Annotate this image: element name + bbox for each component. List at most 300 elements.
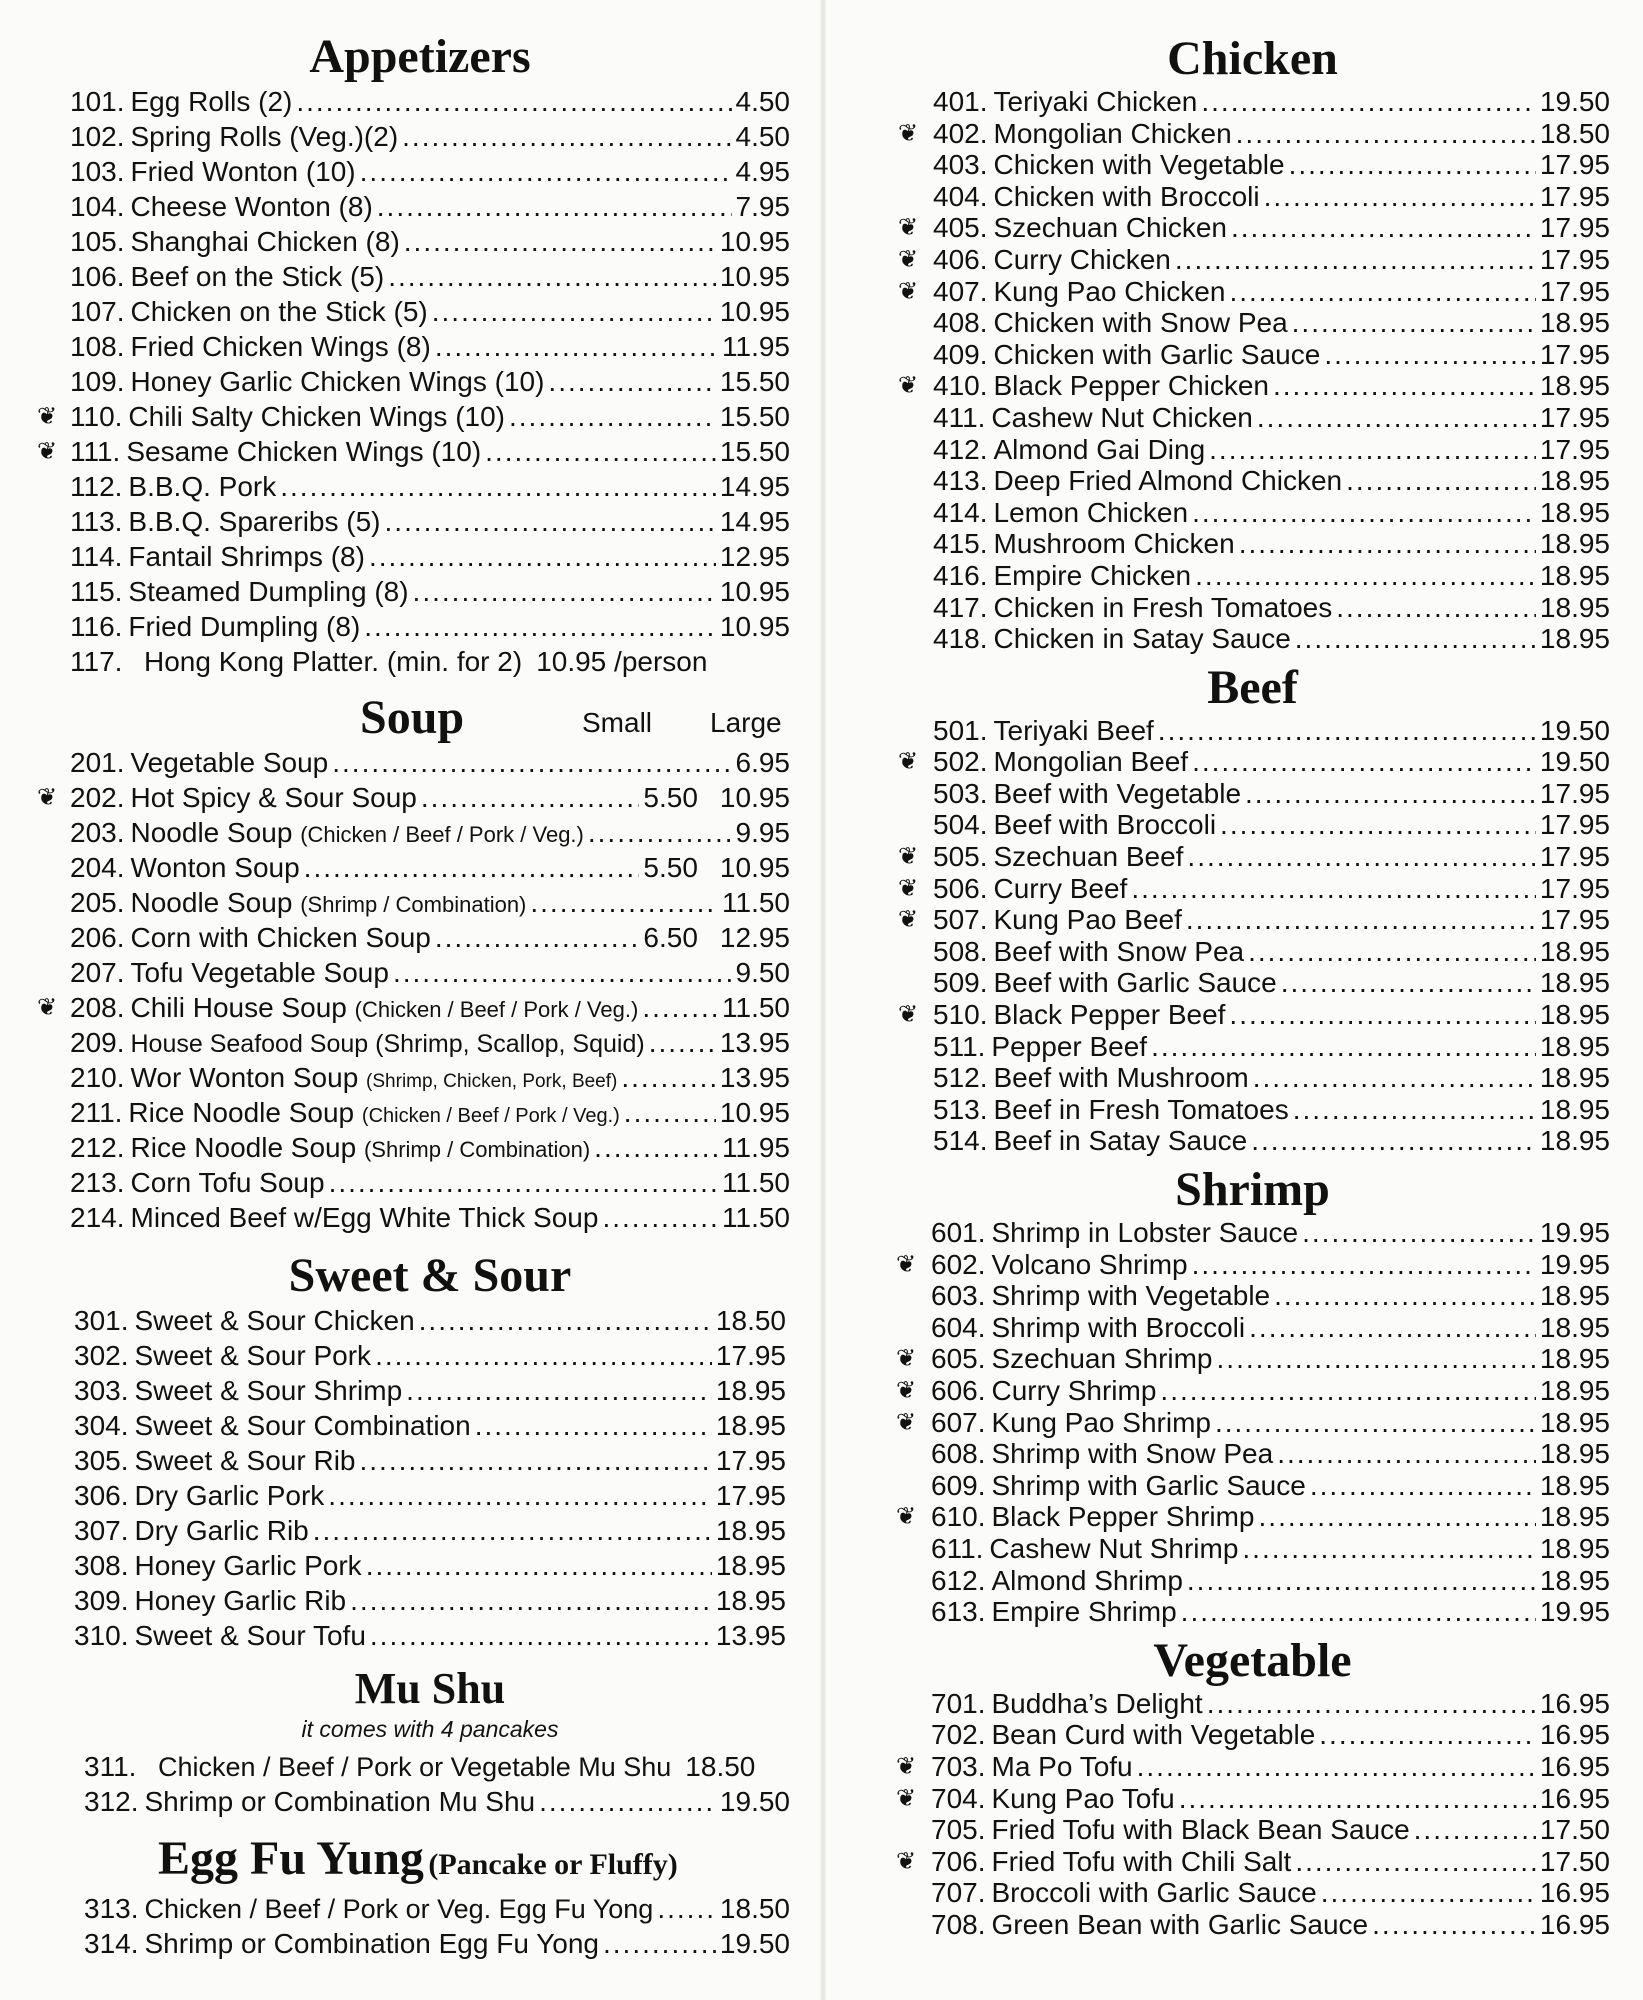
item-name: Sweet & Sour Pork	[134, 1340, 372, 1371]
item-price: 10.95	[719, 261, 790, 292]
item-price: 16.95	[1539, 1908, 1610, 1940]
section-egg-fu-yung	[70, 1831, 790, 1961]
column-header-small: Small	[582, 707, 653, 738]
menu-item	[895, 1845, 1610, 1878]
dot-leader	[375, 1338, 712, 1373]
item-price: 18.95	[1539, 528, 1610, 560]
item-number: 213.	[70, 1167, 125, 1198]
dot-leader	[548, 364, 716, 399]
item-number: 602.	[931, 1248, 986, 1280]
item-name: Mushroom Chicken	[993, 528, 1235, 560]
menu-item	[897, 841, 1610, 873]
item-price: 18.95	[715, 1410, 786, 1441]
section-title: Chicken	[1167, 32, 1338, 85]
menu-item	[933, 1062, 1610, 1094]
menu-item	[931, 1877, 1610, 1909]
item-price: 19.50	[1539, 714, 1610, 746]
item-number: 111.	[70, 436, 121, 467]
dot-leader	[385, 504, 716, 539]
dot-leader	[406, 1373, 712, 1408]
dot-leader	[1236, 118, 1536, 150]
menu-item	[931, 1814, 1610, 1846]
item-number: 409.	[933, 338, 988, 370]
item-number: 401.	[933, 86, 988, 117]
item-number: 708.	[931, 1908, 986, 1940]
item-name: Beef with Garlic Sauce	[993, 967, 1277, 999]
section-soup	[36, 687, 790, 1235]
item-number: 610.	[931, 1501, 986, 1533]
egg-fu-yung-header	[70, 1831, 790, 1891]
item-price: 10.95	[719, 852, 790, 883]
chili-pepper-icon: ❦	[897, 1001, 919, 1029]
menu-item	[933, 623, 1610, 655]
item-number: 306.	[74, 1480, 129, 1511]
item-price: 18.95	[1539, 1374, 1610, 1406]
menu-item	[74, 1408, 790, 1443]
item-number: 607.	[931, 1406, 986, 1438]
menu-item	[70, 1130, 790, 1165]
item-name: Beef with Snow Pea	[993, 935, 1245, 967]
dot-leader	[1179, 1783, 1536, 1815]
item-note: (Chicken / Beef / Pork / Veg.)	[361, 1105, 620, 1127]
item-number: 102.	[70, 121, 125, 152]
item-name: Sweet & Sour Shrimp	[134, 1375, 403, 1406]
menu-item	[70, 850, 790, 885]
item-number: 609.	[931, 1469, 986, 1501]
dot-leader	[594, 1130, 718, 1165]
dot-leader	[296, 84, 731, 119]
item-number: 403.	[933, 149, 988, 181]
item-name: Dry Garlic Pork	[134, 1480, 325, 1511]
item-number: 106.	[70, 261, 125, 292]
dot-leader	[1336, 592, 1536, 624]
chili-pepper-icon: ❦	[897, 245, 919, 273]
item-name: Sweet & Sour Rib	[134, 1445, 356, 1476]
menu-item	[933, 149, 1610, 181]
item-number: 309.	[74, 1585, 129, 1616]
menu-item	[74, 1373, 790, 1408]
item-name: Almond Shrimp	[991, 1564, 1183, 1596]
item-price: 17.95	[1539, 872, 1610, 904]
menu-item	[70, 259, 790, 294]
item-number: 514.	[933, 1125, 988, 1157]
item-number: 101.	[70, 86, 125, 117]
item-price: 19.50	[719, 1928, 790, 1959]
item-name: Chicken with Broccoli	[993, 180, 1260, 212]
item-price: 18.95	[1539, 1406, 1610, 1438]
dot-leader	[1220, 809, 1536, 841]
menu-item	[70, 119, 790, 154]
item-name: Steamed Dumpling (8)	[128, 576, 409, 607]
dot-leader	[1249, 1312, 1536, 1344]
dot-leader	[1187, 1565, 1536, 1597]
item-number: 613.	[931, 1596, 986, 1628]
item-price: 18.95	[1539, 999, 1610, 1031]
dot-leader	[588, 815, 732, 850]
item-price: 11.50	[722, 887, 790, 918]
chili-pepper-icon: ❦	[36, 994, 58, 1021]
item-note: (Chicken / Beef / Pork / Veg.)	[354, 997, 639, 1022]
dot-leader	[539, 1784, 716, 1819]
item-name: Black Pepper Chicken	[993, 370, 1269, 402]
dot-leader	[1192, 1249, 1536, 1281]
item-price: 18.50	[685, 1751, 756, 1782]
dot-leader	[1151, 1031, 1536, 1063]
item-name: Beef with Broccoli	[993, 809, 1217, 841]
item-name: Shrimp with Vegetable	[991, 1280, 1271, 1312]
dot-leader	[1295, 1846, 1536, 1878]
item-list	[895, 1688, 1610, 1941]
item-price: 16.95	[1539, 1782, 1610, 1814]
menu-item	[36, 434, 790, 469]
item-name: Ma Po Tofu	[991, 1750, 1133, 1782]
item-name: Fried Tofu with Chili Salt	[991, 1845, 1292, 1877]
item-price: 15.50	[719, 366, 790, 397]
item-name: Cheese Wonton (8)	[130, 191, 373, 222]
item-price: 17.95	[1539, 275, 1610, 307]
chili-pepper-icon: ❦	[895, 1408, 917, 1436]
menu-item	[933, 560, 1610, 592]
item-number: 704.	[931, 1782, 986, 1814]
item-name	[125, 1130, 591, 1167]
menu-item	[70, 539, 790, 574]
item-price: 18.50	[715, 1305, 786, 1336]
item-number: 407.	[933, 275, 988, 307]
item-name: Curry Shrimp	[991, 1374, 1157, 1406]
item-name: Chicken in Fresh Tomatoes	[993, 591, 1333, 623]
item-number: 402.	[933, 117, 988, 149]
item-number: 411.	[933, 401, 986, 433]
item-number: 312.	[84, 1786, 139, 1817]
item-number: 404.	[933, 180, 988, 212]
item-name: Deep Fried Almond Chicken	[993, 465, 1343, 497]
item-price: 19.95	[1539, 1217, 1610, 1248]
dot-leader	[1137, 1751, 1536, 1783]
item-name: Chicken in Satay Sauce	[993, 623, 1291, 655]
menu-item	[70, 955, 790, 990]
dot-leader	[1131, 873, 1536, 905]
menu-item	[70, 364, 790, 399]
menu-item	[933, 86, 1610, 118]
item-price: 18.95	[1539, 935, 1610, 967]
item-number: 416.	[933, 559, 988, 591]
item-number: 512.	[933, 1062, 988, 1094]
menu-item	[933, 339, 1610, 371]
item-price: 18.95	[1539, 1501, 1610, 1533]
item-name: Sweet & Sour Chicken	[134, 1305, 415, 1336]
item-number: 703.	[931, 1750, 986, 1782]
menu-item	[895, 1782, 1610, 1815]
item-name: Hot Spicy & Sour Soup	[130, 782, 417, 813]
item-name: Black Pepper Shrimp	[991, 1501, 1255, 1533]
item-price: 11.50	[722, 992, 790, 1023]
item-number: 113.	[70, 506, 123, 537]
item-price: 18.95	[1539, 559, 1610, 591]
item-name: Minced Beef w/Egg White Thick Soup	[130, 1202, 599, 1233]
item-number: 308.	[74, 1550, 129, 1581]
menu-item	[74, 1513, 790, 1548]
item-price: 18.95	[1539, 1280, 1610, 1312]
dot-leader	[360, 154, 732, 189]
item-name: Pepper Beef	[991, 1030, 1148, 1062]
item-price: 17.95	[715, 1480, 786, 1511]
dot-leader	[304, 850, 640, 885]
menu-item	[895, 1501, 1610, 1533]
item-number: 612.	[931, 1564, 986, 1596]
dot-leader	[530, 885, 718, 920]
item-price: 18.95	[1539, 1564, 1610, 1596]
menu-item	[70, 329, 790, 364]
item-price: 18.95	[715, 1585, 786, 1616]
item-name: Sweet & Sour Combination	[134, 1410, 471, 1441]
item-name: Dry Garlic Rib	[134, 1515, 309, 1546]
dot-leader	[1372, 1909, 1536, 1941]
menu-item	[897, 243, 1610, 276]
item-price: 19.50	[1539, 86, 1610, 117]
dot-leader	[602, 1200, 718, 1235]
item-number: 605.	[931, 1343, 986, 1375]
item-name	[125, 990, 639, 1027]
item-number: 206.	[70, 922, 125, 953]
section-subtitle: (Pancake or Fluffy)	[428, 1848, 678, 1881]
item-number: 207.	[70, 957, 125, 988]
dot-leader	[1414, 1814, 1536, 1846]
item-number: 606.	[931, 1374, 986, 1406]
dot-leader	[402, 119, 731, 154]
item-number: 115.	[70, 576, 123, 607]
item-price: 4.95	[735, 156, 790, 187]
item-price: 10.95	[719, 576, 790, 607]
item-number: 202.	[70, 782, 125, 813]
item-number: 104.	[70, 191, 125, 222]
item-number: 508.	[933, 935, 988, 967]
dot-leader	[364, 609, 716, 644]
item-name: Fantail Shrimps (8)	[128, 541, 365, 572]
item-name: Corn Tofu Soup	[130, 1167, 325, 1198]
dot-leader	[1192, 746, 1536, 778]
dot-leader	[369, 539, 716, 574]
item-number: 303.	[74, 1375, 129, 1406]
item-number: 117.	[70, 646, 123, 677]
dot-leader	[1289, 149, 1536, 181]
chili-pepper-icon: ❦	[897, 874, 919, 902]
dot-leader	[1186, 904, 1536, 936]
section-chicken	[895, 0, 1610, 655]
item-number: 112.	[70, 471, 123, 502]
item-name: Cashew Nut Shrimp	[989, 1532, 1239, 1564]
item-number: 415.	[933, 528, 988, 560]
item-number: 608.	[931, 1438, 986, 1470]
menu-item	[70, 745, 790, 780]
chili-pepper-icon: ❦	[36, 784, 58, 811]
item-name: Egg Rolls (2)	[130, 86, 293, 117]
dot-leader	[621, 1060, 716, 1095]
item-price: 18.95	[1539, 623, 1610, 655]
menu-item	[70, 504, 790, 539]
item-price: 15.50	[719, 436, 790, 467]
item-list	[895, 715, 1610, 1157]
item-name: Chicken with Vegetable	[993, 149, 1285, 181]
section-vegetable	[895, 1634, 1610, 1941]
item-price: 7.95	[735, 191, 790, 222]
dot-leader	[1239, 528, 1536, 560]
section-subtitle: it comes with 4 pancakes	[301, 1716, 559, 1742]
item-price: 10.95 /person	[536, 646, 708, 677]
item-name: B.B.Q. Spareribs (5)	[128, 506, 381, 537]
item-name: Empire Chicken	[993, 559, 1192, 591]
dot-leader	[435, 329, 718, 364]
item-price: 18.95	[1539, 1125, 1610, 1157]
item-price: 18.50	[1539, 117, 1610, 149]
item-number: 304.	[74, 1410, 129, 1441]
item-number: 307.	[74, 1515, 129, 1546]
item-list	[36, 745, 790, 1235]
item-price: 4.50	[735, 121, 790, 152]
dot-leader	[657, 1891, 716, 1926]
section-title: Beef	[1207, 660, 1298, 714]
item-price: 19.95	[1539, 1248, 1610, 1280]
item-number: 310.	[74, 1620, 129, 1651]
dot-leader	[1253, 1062, 1536, 1094]
dot-leader	[328, 1478, 712, 1513]
item-number: 203.	[70, 817, 125, 848]
item-name: Shrimp with Broccoli	[991, 1311, 1246, 1343]
section-beef	[895, 661, 1610, 1157]
item-name: Sweet & Sour Tofu	[134, 1620, 366, 1651]
item-price: 13.95	[719, 1027, 790, 1058]
dot-leader	[1292, 307, 1536, 339]
item-price: 9.95	[735, 817, 790, 848]
menu-item	[933, 936, 1610, 968]
item-price: 17.95	[1539, 777, 1610, 809]
item-price: 14.95	[719, 471, 790, 502]
dot-leader	[1201, 86, 1536, 118]
item-price: 18.50	[719, 1893, 790, 1924]
menu-item	[933, 528, 1610, 560]
dot-leader	[280, 469, 716, 504]
item-number: 705.	[931, 1814, 986, 1846]
section-mu-shu	[70, 1665, 790, 1819]
item-name: Tofu Vegetable Soup	[130, 957, 389, 988]
item-name: Volcano Shrimp	[991, 1248, 1188, 1280]
item-number: 209.	[70, 1027, 125, 1058]
item-name: Szechuan Beef	[993, 841, 1184, 873]
menu-item	[70, 294, 790, 329]
item-name-main: Chili House Soup	[130, 992, 347, 1023]
menu-item	[74, 1338, 790, 1373]
chili-pepper-icon: ❦	[897, 214, 919, 242]
dot-leader	[1158, 715, 1536, 747]
dot-leader	[350, 1583, 712, 1618]
menu-item	[931, 1565, 1610, 1597]
menu-item	[933, 809, 1610, 841]
item-price: 10.95	[719, 226, 790, 257]
item-number: 413.	[933, 465, 988, 497]
menu-item	[931, 1909, 1610, 1941]
item-price: 16.95	[1539, 1719, 1610, 1751]
chili-pepper-icon: ❦	[895, 1847, 917, 1875]
dot-leader	[642, 990, 718, 1025]
item-number: 311.	[84, 1751, 137, 1782]
item-name: Beef in Fresh Tomatoes	[993, 1093, 1289, 1125]
item-list	[895, 86, 1610, 655]
item-number: 414.	[933, 496, 988, 528]
item-price: 17.95	[1539, 212, 1610, 244]
item-name: Beef with Vegetable	[993, 777, 1242, 809]
menu-item	[931, 1217, 1610, 1249]
item-name: Shrimp or Combination Egg Fu Yong	[144, 1928, 599, 1959]
item-name-main: Rice Noodle Soup	[130, 1132, 357, 1163]
chili-pepper-icon: ❦	[895, 1784, 917, 1812]
dot-leader	[1187, 841, 1536, 873]
item-number: 301.	[74, 1305, 129, 1336]
item-price: 4.50	[735, 86, 790, 117]
menu-item	[70, 1025, 790, 1060]
menu-item	[897, 872, 1610, 905]
dot-leader	[1257, 402, 1536, 434]
item-number: 107.	[70, 296, 125, 327]
item-name: Shrimp with Garlic Sauce	[991, 1469, 1306, 1501]
item-price: 18.95	[1539, 1438, 1610, 1470]
menu-item	[897, 212, 1610, 244]
item-price: 18.95	[1539, 1532, 1610, 1564]
item-number: 208.	[70, 992, 125, 1023]
item-price: 18.95	[1539, 1093, 1610, 1125]
dot-leader	[1248, 936, 1536, 968]
menu-item	[933, 402, 1610, 434]
item-name: Beef in Satay Sauce	[993, 1125, 1248, 1157]
item-name	[125, 815, 584, 852]
item-name: Beef with Mushroom	[993, 1062, 1249, 1094]
right-column	[895, 0, 1610, 1940]
item-name: Honey Garlic Pork	[134, 1550, 362, 1581]
menu-item	[895, 1343, 1610, 1375]
item-note: (Shrimp / Combination)	[300, 892, 527, 917]
item-name: Vegetable Soup	[130, 747, 329, 778]
dot-leader	[404, 224, 716, 259]
dot-leader	[421, 780, 640, 815]
item-name-main: Rice Noodle Soup	[128, 1097, 355, 1128]
chili-pepper-icon: ❦	[895, 1376, 917, 1404]
chili-pepper-icon: ❦	[897, 372, 919, 400]
dot-leader	[1310, 1470, 1536, 1502]
item-number: 418.	[933, 623, 988, 655]
item-price: 11.50	[722, 1202, 790, 1233]
menu-item	[931, 1438, 1610, 1470]
item-price: 11.95	[722, 1132, 790, 1163]
item-price-small: 5.50	[643, 852, 698, 883]
item-name: Beef on the Stick (5)	[130, 261, 385, 292]
menu-item	[84, 1926, 790, 1961]
item-price: 19.50	[1539, 746, 1610, 778]
item-price: 14.95	[719, 506, 790, 537]
dot-leader	[432, 294, 716, 329]
page-fold	[820, 0, 826, 2000]
item-price: 17.95	[1539, 180, 1610, 212]
section-title: Shrimp	[1175, 1163, 1330, 1216]
chili-pepper-icon: ❦	[897, 906, 919, 934]
item-number: 611.	[931, 1532, 984, 1564]
menu-item	[933, 1031, 1610, 1063]
menu-item	[70, 84, 790, 119]
item-name	[125, 885, 527, 922]
item-note: (Chicken / Beef / Pork / Veg.)	[300, 822, 584, 847]
menu-item	[897, 370, 1610, 402]
item-price: 18.95	[1539, 465, 1610, 497]
menu-item	[897, 904, 1610, 936]
item-number: 507.	[933, 904, 988, 936]
item-number: 604.	[931, 1311, 986, 1343]
